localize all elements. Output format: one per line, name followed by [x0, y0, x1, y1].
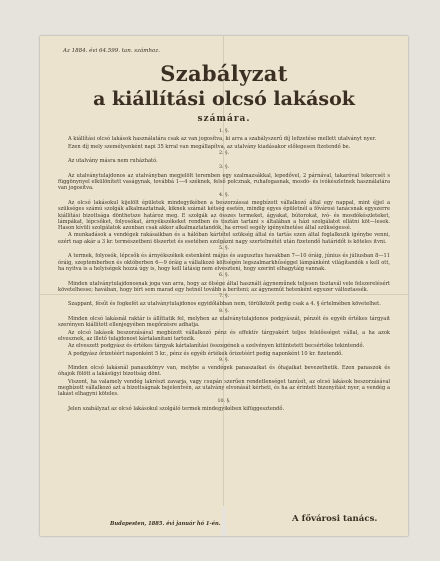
section-number: 6. §. — [218, 273, 230, 279]
section-paragraph: Minden olcsó lakásnál panaszkönyv van, melybe a vendégek panaszaikat és óhajaikat bevezethetik. Ezen panaszok és óhajok fölött a lakásügyi bizottság dönt. — [58, 365, 390, 378]
section-paragraph: Minden utalványtulajdonosnak joga van arra, hogy az ölsége által használt ágyneműnek teljesen tisztavál vele felszerelésért követelhesse; havában, hogy bírt sem marad egy hetnél tovább a beríteni; az ágyneműt hetenként egyszer változtassék. — [58, 280, 390, 293]
section-paragraph: Az utalványtulajdonos az utalványban megjelölt teremben egy szalmazsákkal, lepedővel, 2 párnával, takaróval tekercsét s függönynyel elkülönített vaságynak, továbbá 1—4 széknek, felső polcznak, ruhafogasnak, mosdó- és ivókészletnek használatára van jogosítva. — [58, 172, 390, 192]
poster-sheet — [40, 36, 408, 536]
section-paragraph: Az utalvány másra nem ruházható. — [68, 158, 158, 165]
section-paragraph: Az olcsó lakásokul kijelölt épületek mindegyikében a beszorzássai megbízott vállalkozó által egy nappal, mint éjjel a szükséges számú szolgák alkalmaztatnak, kiknek számát kétség esetén, mindig egyes épületnél a fővárosi tanácsnak egyszerre kiállítási bizottsága dönthetsze határoz meg. E szolgák az összes termeket, ágyakat, bútorokat, ivó- és mosdókészleteket, lámpákat, lépcsőket, folyosókat, árnyékszékeket rendben és tisztán tartani s általában a házi szolgálatot ellátni köt—lesek. Hason kívüli szolgálatok azonban csak akkor alkalmaztatandók, ha erreel segély igényelnetése által szükségessé. — [58, 199, 390, 232]
section-number: 5. §. — [218, 246, 230, 252]
section-paragraph: A termek, folyosók, lépcsők és árnyékszékek estenként május és augusztus havakban 7—10 óráig, június és júliusban 8—11 óráig, szeptemberben és októberben 6—9 óráig a vállalkozó költségén legszalmarkhűséggel lámpánként világítandók s kell ott, ha nyitva is a helyiségek hozzá úgy is, hogy kell látásig nem elveszteni, hogy szerint elhagytáig vannak. — [58, 253, 390, 272]
section-number: 4. §. — [218, 192, 230, 198]
date-line: Budapesten, 1885. évi január hó 1-én. — [110, 521, 221, 527]
rules-body — [58, 128, 390, 413]
section-paragraph: Az olcsó lakások beszorzásával megbízott vállalkozó pénz és effektív tárgyakért teljes felelősséget vállal, a ha azok elvesznek, az illető tulajdonost kártalanítani tartozik. — [58, 329, 390, 342]
section-paragraph: Szappant, fésűt és fogkefét az utalványtulajdonos egyidőlábban nem, törülközőt pedig csak a 4. § értelmében követelhet. — [68, 301, 381, 308]
section-paragraph: Minden olcsó lakásnál raktár is állíttatik fel, melyben az utalványtulajdonos podgyászát, pénzét és egyéb értékes tárgyait szerényen kiállított ellenjegyében megőrzésre adhatja. — [58, 316, 390, 329]
section-paragraph: A podgyász őrizetéért naponként 5 kr., pénz és egyéb értékek őrizetéért pedig naponként 10 kr. fizetendő. — [68, 350, 343, 357]
paper-tear — [221, 506, 227, 536]
signature: A fővárosi tanács. — [292, 514, 378, 524]
section-number: 8. §. — [218, 308, 230, 314]
section-paragraph: A munkadások a vendégek rakásaikban és a hálóban kártétel szükség által és tartás ezen által foglalkozik igénybe venni, ezért nap akár a 3 kr. természetbeni ölszertet és esetében szolgázni nagy szertelmétét után fizetendő határidőt is köteles itvni. — [58, 232, 390, 245]
reference-number: Az 1884. évi 64.599. tan. számhoz. — [63, 48, 160, 54]
section-number: 1. §. — [218, 129, 230, 134]
section-number: 2. §. — [218, 150, 230, 156]
section-number: 7. §. — [218, 294, 230, 300]
section-paragraph: Ezen díj mely személyenként napi 35 krral van megállapítva, az utalvány kiadásakor előlegesen fizetendő be. — [68, 143, 351, 150]
section-paragraph: Az elveszett podgyász és értékes tárgyak kártalanítási összegének a szelvényen kitüntetett becsértéke tekintendő. — [68, 343, 365, 350]
title-sub: a kiállítási olcsó lakások — [93, 88, 355, 110]
section-paragraph: A kiállítási olcsó lakások használatára csak az van jogosítva, ki arra a szabályszerű díj lefizetése mellett utalványt nyer. — [68, 136, 377, 143]
section-number: 10. §. — [217, 398, 231, 404]
section-paragraph: Jelen szabályzat az olcsó lakásokul szolgáló termek mindegyikében kifüggesztendő. — [68, 405, 285, 412]
title-main: Szabályzat — [160, 61, 288, 86]
title-for: számára. — [197, 114, 251, 124]
section-paragraph: Viszont, ha valamely vendég lakrészt zavarja, vagy csupán szerűen rendetlenséget tanúsít, az olcsó lakások beszorzásával megbízott vállalkozó azt a bizottságnak bejelentvén, az utalvány elvonását kérheti, és ha az érintett bizonyítást nyer, a vendég a lakást elhagyni köteles. — [58, 378, 390, 398]
section-number: 9. §. — [218, 357, 230, 363]
section-number: 3. §. — [218, 165, 230, 171]
